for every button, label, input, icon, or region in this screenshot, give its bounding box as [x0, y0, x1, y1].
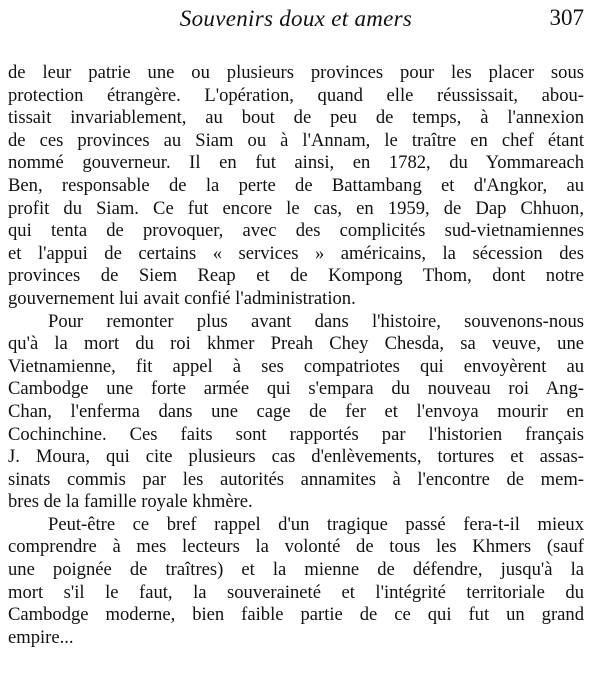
text-line: mort s'il le faut, la souveraineté et l'intégrité territoriale du — [8, 581, 584, 603]
page-number: 307 — [549, 5, 584, 30]
text-line: J. Moura, qui cite plusieurs cas d'enlèvements, tortures et assas- — [8, 446, 584, 468]
text-line: comprendre à mes lecteurs la volonté de tous les Khmers (sauf — [8, 536, 584, 558]
paragraph — [8, 514, 584, 650]
text-line: Chan, l'enferma dans une cage de fer et l'envoya mourir en — [8, 400, 584, 422]
running-title: Souvenirs doux et amers — [179, 6, 413, 31]
text-line: qui tenta de provoquer, avec des complicités sud-vietnamiennes — [8, 220, 584, 242]
text-line: Cambodge une forte armée qui s'empara du nouveau roi Ang- — [8, 378, 584, 400]
text-line: une poignée de traîtres) et la mienne de défendre, jusqu'à la — [8, 559, 584, 581]
text-line: sinats commis par les autorités annamites à l'encontre de mem- — [8, 468, 584, 490]
text-line: profit du Siam. Ce fut encore le cas, en 1959, de Dap Chhuon, — [8, 197, 584, 219]
book-page — [8, 0, 584, 678]
text-line: Peut-être ce bref rappel d'un tragique passé fera-t-il mieux — [48, 513, 584, 535]
text-line: Vietnamienne, fit appel à ses compatriotes qui envoyèrent au — [8, 355, 584, 377]
paragraph — [8, 311, 584, 514]
text-line: gouvernement lui avait confié l'administration. — [8, 287, 356, 309]
text-line: qu'à la mort du roi khmer Preah Chey Chesda, sa veuve, une — [8, 333, 584, 355]
body-text — [8, 62, 584, 649]
text-line: Pour remonter plus avant dans l'histoire, souvenons-nous — [48, 310, 584, 332]
text-line: et l'appui de certains « services » américains, la sécession des — [8, 242, 584, 264]
running-header — [8, 0, 584, 60]
text-line: Cochinchine. Ces faits sont rapportés par l'historien français — [8, 423, 584, 445]
text-line: tissait invariablement, au bout de peu de temps, à l'annexion — [8, 107, 584, 129]
text-line: protection étrangère. L'opération, quand elle réussissait, abou- — [8, 84, 584, 106]
paragraph — [8, 62, 584, 311]
text-line: bres de la famille royale khmère. — [8, 491, 253, 513]
text-line: de ces provinces au Siam ou à l'Annam, le traître en chef étant — [8, 129, 584, 151]
text-line: de leur patrie une ou plusieurs provinces pour les placer sous — [8, 62, 584, 83]
text-line: empire... — [8, 626, 74, 648]
text-line: Ben, responsable de la perte de Battambang et d'Angkor, au — [8, 174, 584, 196]
text-line: provinces de Siem Reap et de Kompong Thom, dont notre — [8, 265, 584, 287]
text-line: Cambodge moderne, bien faible partie de ce qui fut un grand — [8, 604, 584, 626]
text-line: nommé gouverneur. Il en fut ainsi, en 1782, du Yommareach — [8, 152, 584, 174]
